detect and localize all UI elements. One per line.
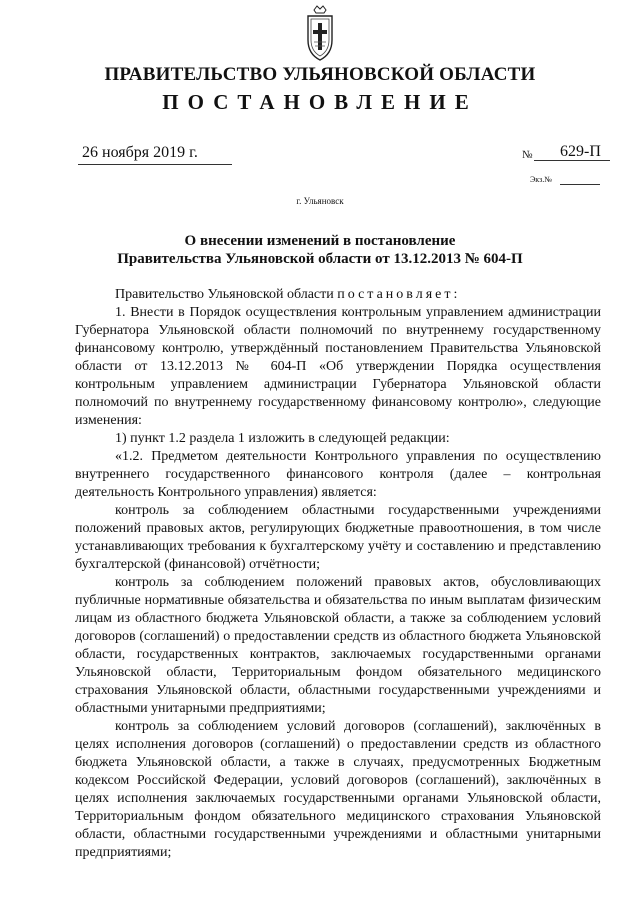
- item-1-paragraph: 1. Внести в Порядок осуществления контрольным управлением администрации Губернатора Ульяновской области полномочий по внутреннему государственному финансовому контролю, утверждённый постановлением Правительства Ульяновской области от 13.12.2013 № 604-П «Об утверждении Порядка осуществления контрольным управлением администрации Губернатора Ульяновской области полномочий по внутреннему государственному финансовому контролю», следующие изменения:: [75, 305, 601, 428]
- city: г. Ульяновск: [296, 196, 344, 206]
- date-underline: [78, 164, 232, 165]
- title-line-2: Правительства Ульяновской области от 13.12.2013 № 604-П: [117, 251, 523, 267]
- document-type: ПОСТАНОВЛЕНИЕ: [162, 90, 478, 114]
- control-paragraph-3: контроль за соблюдением условий договоров (соглашений), заключённых в целях исполнения договоров (соглашений) о предоставлении средств из областного бюджета Ульяновской области, а также в случаях, предусмотренных Бюджетным кодексом Российской Федерации, условий договоров (соглашений), заключённых в целях исполнения заключаемых государственными органами Ульяновской области, Территориальным фондом обязательного медицинского страхования Ульяновской области, областными государственными учреждениями и областными унитарными предприятиями;: [75, 719, 601, 860]
- number-sign: №: [522, 149, 533, 161]
- intro-text: Правительство Ульяновской области: [115, 287, 334, 302]
- coat-of-arms-emblem: [305, 4, 335, 62]
- document-date: 26 ноября 2019 г.: [82, 144, 198, 161]
- control-paragraph-2: контроль за соблюдением положений правовых актов, обусловливающих публичные нормативные обязательства и обязательства по иным выплатам физическим лицам из областного бюджета Ульяновской области, а также за соблюдением условий договоров (соглашений) о предоставлении средств из областного бюджета Ульяновской области, государственных контрактов, заключаемых государственными органами Ульяновской области, Территориальным фондом обязательного медицинского страхования Ульяновской области, областными государственными учреждениями и областными унитарными предприятиями;: [75, 575, 601, 716]
- title-line-1: О внесении изменений в постановление: [184, 233, 456, 249]
- intro-decree-word: постановляет:: [337, 287, 461, 302]
- document-body: [75, 286, 601, 862]
- org-name: ПРАВИТЕЛЬСТВО УЛЬЯНОВСКОЙ ОБЛАСТИ: [104, 64, 536, 85]
- subitem-1-paragraph: 1) пункт 1.2 раздела 1 изложить в следующей редакции:: [115, 431, 450, 446]
- control-paragraph-1: контроль за соблюдением областными государственными учреждениями положений правовых актов, регулирующих бюджетные правоотношения, в том числе устанавливающих требования к бухгалтерскому учёту и составлению и представлению бухгалтерской (финансовой) отчётности;: [75, 503, 601, 572]
- document-title: [0, 232, 640, 268]
- clause-1-2-paragraph: «1.2. Предметом деятельности Контрольного управления по осуществлению внутреннего государственного финансового контроля (далее – контрольная деятельность Контрольного управления) является:: [75, 449, 601, 500]
- number-underline: [534, 160, 610, 161]
- copy-number-underline: [560, 184, 600, 185]
- document-number: 629-П: [560, 143, 601, 160]
- intro-paragraph: [75, 286, 601, 304]
- copy-number-label: Экз.№: [530, 175, 552, 184]
